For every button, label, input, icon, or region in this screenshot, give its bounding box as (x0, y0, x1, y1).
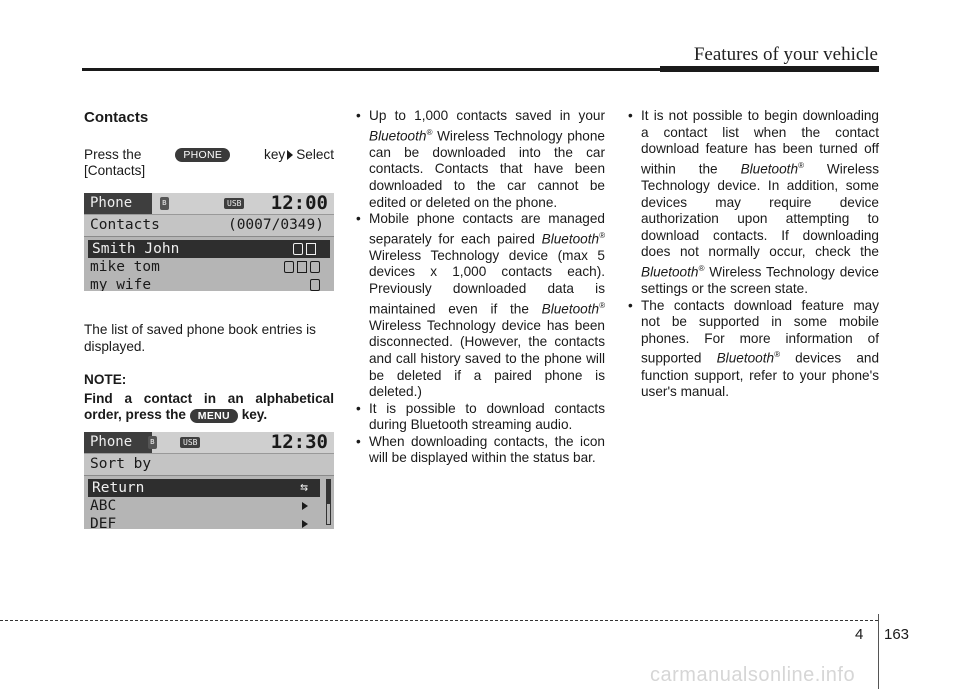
office-icon (310, 261, 320, 273)
list-item: • It is not possible to begin downloading a contact list when the contact download feature has been turned off within the Bluetooth® Wireless Technology device. In addition, some devices may require device authorization upon attempting to download contacts. If downloading does not normally occur, check the Bluetooth® Wireless Technology device settings or the screen state. (627, 108, 879, 298)
contact-icons (293, 243, 316, 255)
bluetooth-term: Bluetooth (641, 264, 699, 280)
bluetooth-term: Bluetooth (369, 128, 427, 144)
status-bar (84, 432, 334, 454)
press-phone-instruction (84, 147, 334, 164)
menu-row-label: Return (92, 480, 145, 496)
section-title: Contacts (84, 109, 149, 126)
select-target: [Contacts] (84, 163, 146, 179)
phone-key-badge: PHONE (175, 148, 230, 162)
sort-by-screen (84, 432, 334, 529)
clock: 12:30 (270, 432, 328, 453)
bluetooth-term: Bluetooth (740, 161, 799, 177)
contact-name: Smith John (92, 241, 180, 257)
bullet-list (355, 108, 605, 467)
menu-row (84, 497, 334, 515)
column-1-lower (84, 322, 334, 424)
menu-row-label: DEF (90, 516, 117, 529)
footer-divider (878, 614, 879, 689)
usb-icon: USB (180, 437, 200, 448)
status-bar (84, 193, 334, 215)
contact-icons (310, 279, 320, 291)
contact-icons (284, 261, 320, 273)
phone-tab: Phone (84, 193, 152, 214)
menu-row (88, 479, 320, 497)
list-item: • Up to 1,000 contacts saved in your Bluetooth® Wireless Technology phone can be downloaded into the car contacts. Contacts that have been downloaded to the car cannot be edited or deleted on the phone. (355, 108, 605, 211)
note-key-text: key. (241, 407, 268, 423)
list-item: • Mobile phone contacts are managed separately for each paired Bluetooth® Wireless Technology device (max 5 devices x 1,000 contacts each). Previously downloaded data is maintained even if the Bluetooth® Wireless Technology device has been disconnected. (However, the contacts and call history saved to the phone will be deleted if a paired phone is deleted.) (355, 211, 605, 401)
bluetooth-icon: ʙ (149, 437, 156, 447)
bluetooth-term: Bluetooth (541, 301, 600, 317)
home-icon (297, 261, 307, 273)
contacts-label: Contacts (90, 217, 160, 233)
mobile-icon (310, 279, 320, 291)
chevron-right-icon (302, 502, 308, 510)
chapter-number: 4 (855, 626, 864, 643)
column-3 (627, 108, 879, 401)
key-text: key (264, 146, 286, 162)
menu-row-label: ABC (90, 498, 117, 514)
contact-row (84, 258, 334, 276)
note-line-1: Find a contact in an alphabetical (84, 390, 334, 406)
clock: 12:00 (270, 193, 328, 214)
screen-title: Sort by (84, 454, 334, 476)
mobile-icon (284, 261, 294, 273)
list-item: • The contacts download feature may not be supported in some mobile phones. For more information of supported Bluetooth® devices and function support, refer to your phone's user's manual. (627, 298, 879, 401)
press-text: Press the (84, 146, 142, 162)
select-text: Select (296, 146, 334, 162)
list-item: • It is possible to download contacts during Bluetooth streaming audio. (355, 401, 605, 434)
contacts-screen (84, 193, 334, 291)
chevron-right-icon (302, 520, 308, 528)
bluetooth-term: Bluetooth (716, 350, 775, 366)
list-item: • When downloading contacts, the icon will be displayed within the status bar. (355, 434, 605, 467)
column-2 (355, 108, 605, 467)
home-icon (306, 243, 316, 255)
contact-row (84, 276, 334, 291)
contact-name: mike tom (90, 259, 160, 275)
page-number: 163 (884, 626, 910, 643)
arrow-right-icon (287, 150, 293, 160)
note-line-2 (84, 407, 334, 424)
screen-title (84, 215, 334, 237)
note-label: NOTE: (84, 372, 127, 388)
note-text: order, press the (84, 407, 186, 423)
watermark: carmanualsonline.info (650, 664, 856, 686)
scrollbar-thumb (327, 480, 330, 504)
menu-key-badge: MENU (190, 409, 238, 423)
mobile-icon (293, 243, 303, 255)
bluetooth-icon: ʙ (161, 198, 168, 208)
footer-rule (0, 620, 878, 621)
column-1 (84, 108, 334, 180)
phone-tab: Phone (84, 432, 152, 453)
bluetooth-term: Bluetooth (541, 231, 600, 247)
contact-row (88, 240, 330, 258)
description: The list of saved phone book entries is displayed. (84, 322, 316, 354)
menu-row (84, 515, 334, 529)
header-rule-thick (660, 66, 879, 72)
contacts-count: (0007/0349) (227, 217, 324, 233)
header-title: Features of your vehicle (693, 44, 878, 65)
contact-name: my wife (90, 277, 152, 291)
bullet-list (627, 108, 879, 401)
usb-icon: USB (224, 198, 244, 209)
scrollbar (326, 479, 331, 525)
return-icon: ⇆ (300, 480, 308, 495)
